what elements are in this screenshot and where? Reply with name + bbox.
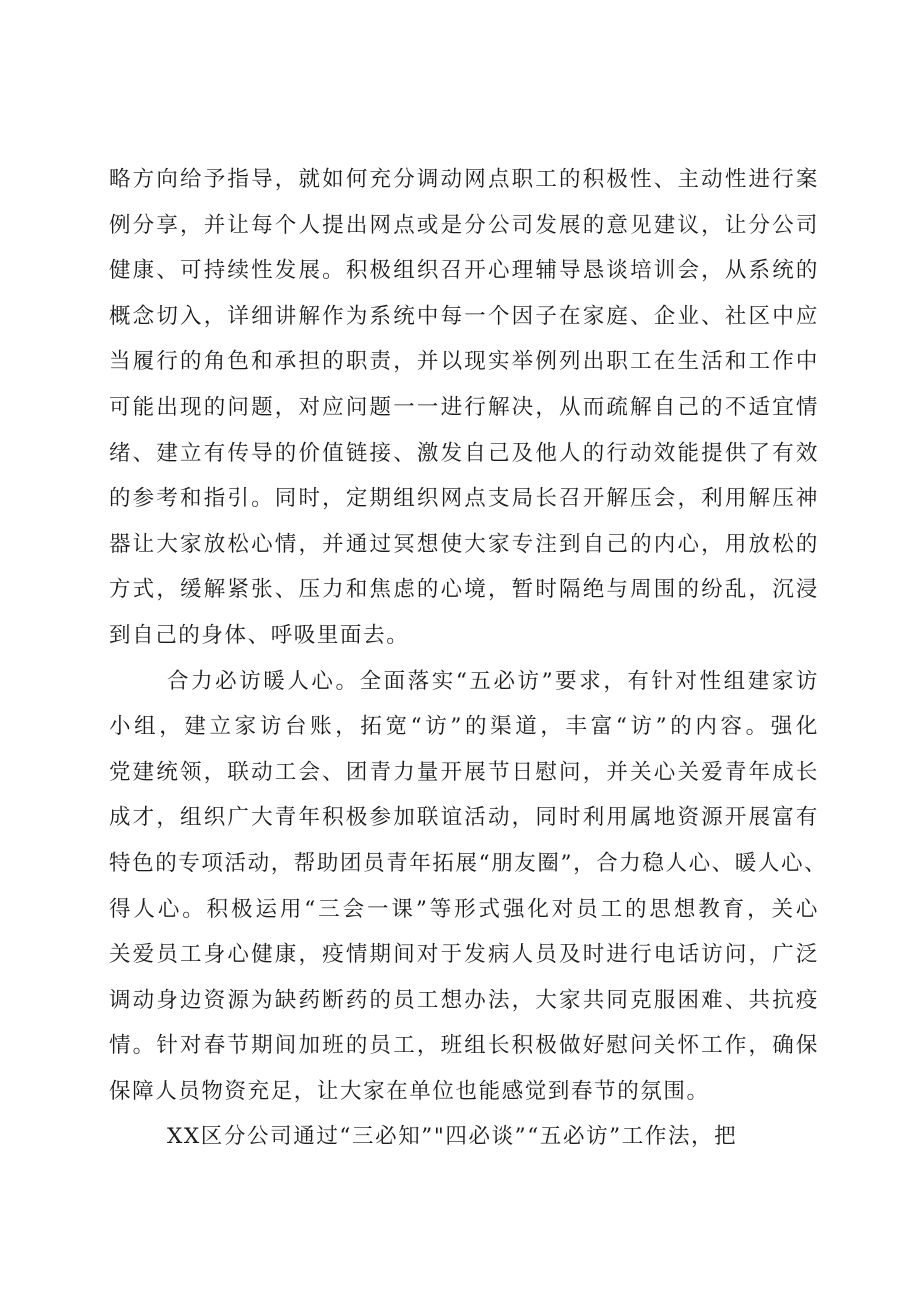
text-line: 关爱员工身心健康，疫情期间对于发病人员及时进行电话访问，广泛 bbox=[109, 942, 819, 968]
text-line: 得人心。积极运用“三会一课”等形式强化对员工的思想教育，关心 bbox=[109, 896, 819, 922]
text-line: 的参考和指引。同时，定期组织网点支局长召开解压会，利用解压神 bbox=[109, 486, 819, 512]
text-line: 概念切入，详细讲解作为系统中每一个因子在家庭、企业、社区中应 bbox=[109, 303, 819, 329]
paragraph-1 bbox=[109, 157, 819, 659]
text-line: 特色的专项活动，帮助团员青年拓展“朋友圈”，合力稳人心、暖人心、 bbox=[109, 850, 828, 876]
text-line: 保障人员物资充足，让大家在单位也能感觉到春节的氛围。 bbox=[109, 1078, 710, 1104]
text-line: 成才，组织广大青年积极参加联谊活动，同时利用属地资源开展富有 bbox=[109, 805, 819, 831]
text-line: 当履行的角色和承担的职责，并以现实举例列出职工在生活和工作中 bbox=[109, 349, 819, 375]
text-line: 党建统领，联动工会、团青力量开展节日慰问，并关心关爱青年成长 bbox=[109, 759, 819, 785]
text-line: 器让大家放松心情，并通过冥想使大家专注到自己的内心，用放松的 bbox=[109, 531, 819, 557]
text-line: 小组，建立家访台账，拓宽“访”的渠道，丰富“访”的内容。强化 bbox=[109, 714, 819, 740]
text-line: 调动身边资源为缺药断药的员工想办法，大家共同克服困难、共抗疫 bbox=[109, 987, 819, 1013]
text-line: 方式，缓解紧张、压力和焦虑的心境，暂时隔绝与周围的纷乱，沉浸 bbox=[109, 577, 819, 603]
text-line: 到自己的身体、呼吸里面去。 bbox=[109, 622, 410, 648]
text-line: 绪、建立有传导的价值链接、激发自己及他人的行动效能提供了有效 bbox=[109, 440, 819, 466]
text-line: XX区分公司通过“三必知”"四必谈”“五必访”工作法，把 bbox=[167, 1124, 738, 1150]
document-body bbox=[109, 157, 828, 1160]
paragraph-2 bbox=[109, 659, 828, 1115]
text-line: 可能出现的问题，对应问题一一进行解决，从而疏解自己的不适宜情 bbox=[109, 394, 819, 420]
text-line: 情。针对春节期间加班的员工，班组长积极做好慰问关怀工作，确保 bbox=[109, 1033, 819, 1059]
text-line: 例分享，并让每个人提出网点或是分公司发展的意见建议，让分公司 bbox=[109, 212, 819, 238]
paragraph-3 bbox=[109, 1114, 819, 1160]
text-line: 健康、可持续性发展。积极组织召开心理辅导恳谈培训会，从系统的 bbox=[109, 258, 819, 284]
text-line: 合力必访暖人心。全面落实“五必访”要求，有针对性组建家访 bbox=[167, 668, 819, 694]
text-line: 略方向给予指导，就如何充分调动网点职工的积极性、主动性进行案 bbox=[109, 167, 819, 192]
